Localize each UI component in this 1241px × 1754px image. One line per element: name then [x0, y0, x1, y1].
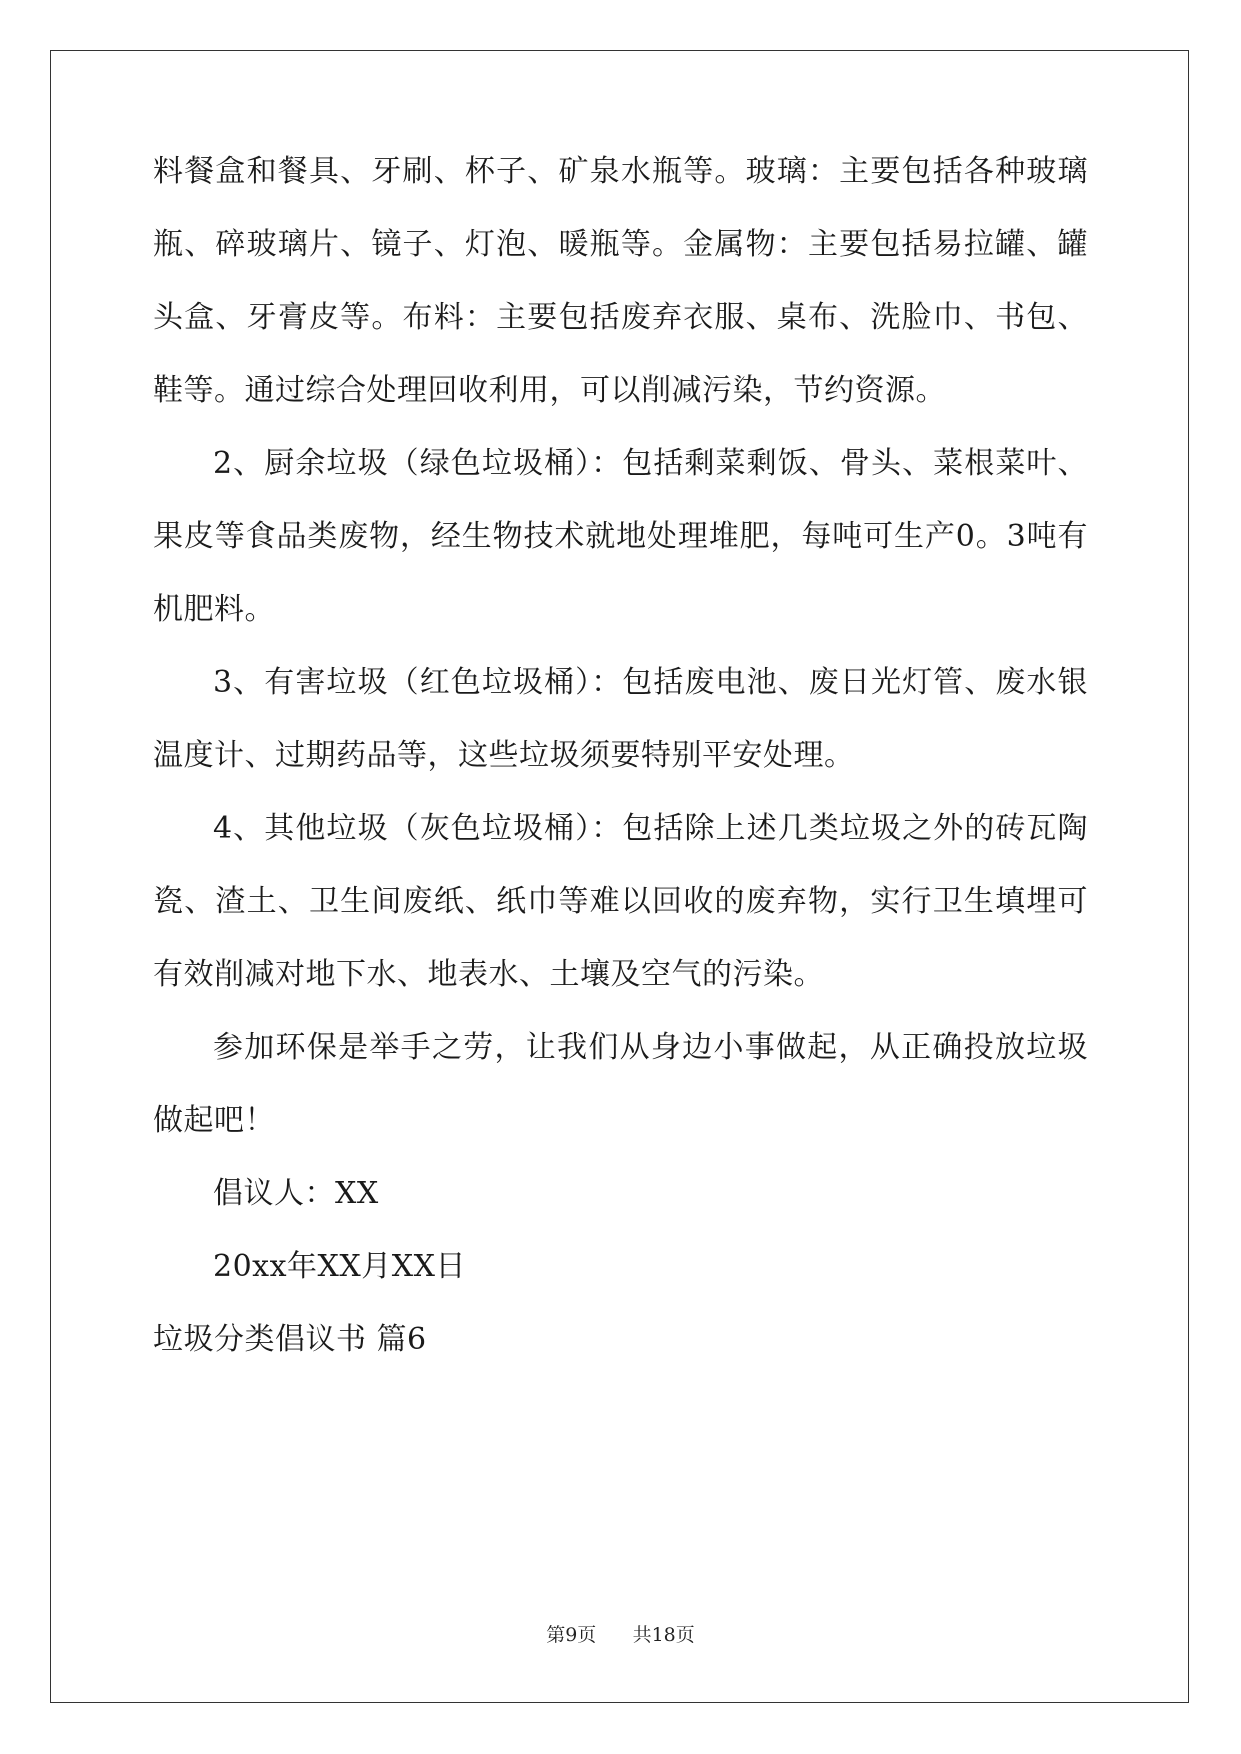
body-line-1: 料餐盒和餐具、牙刷、杯子、矿泉水瓶等。玻璃：主要包括各种玻璃	[153, 154, 1088, 189]
page-total: 共18页	[632, 1624, 695, 1646]
closing-line-2: 做起吧！	[153, 1103, 275, 1138]
kitchen-waste-line-2: 果皮等食品类废物，经生物技术就地处理堆肥，每吨可生产0。3吨有	[153, 519, 1088, 554]
closing-line-1: 参加环保是举手之劳，让我们从身边小事做起，从正确投放垃圾	[213, 1030, 1088, 1065]
page-number: 第9页	[546, 1624, 597, 1646]
body-line-3: 头盒、牙膏皮等。布料：主要包括废弃衣服、桌布、洗脸巾、书包、	[153, 300, 1088, 335]
date-line: 20xx年XX月XX日	[213, 1249, 466, 1284]
other-waste-line-2: 瓷、渣土、卫生间废纸、纸巾等难以回收的废弃物，实行卫生填埋可	[153, 884, 1088, 919]
page-footer	[0, 1622, 1241, 1648]
hazardous-waste-line-2: 温度计、过期药品等，这些垃圾须要特别平安处理。	[153, 738, 855, 773]
other-waste-line-3: 有效削减对地下水、地表水、土壤及空气的污染。	[153, 957, 824, 992]
hazardous-waste-line-1: 3、有害垃圾（红色垃圾桶）：包括废电池、废日光灯管、废水银	[213, 665, 1088, 700]
other-waste-line-1: 4、其他垃圾（灰色垃圾桶）：包括除上述几类垃圾之外的砖瓦陶	[213, 811, 1088, 846]
section-heading: 垃圾分类倡议书 篇6	[153, 1322, 427, 1357]
kitchen-waste-line-1: 2、厨余垃圾（绿色垃圾桶）：包括剩菜剩饭、骨头、菜根菜叶、	[213, 446, 1088, 481]
body-line-4: 鞋等。通过综合处理回收利用，可以削减污染，节约资源。	[153, 373, 946, 408]
body-line-2: 瓶、碎玻璃片、镜子、灯泡、暖瓶等。金属物：主要包括易拉罐、罐	[153, 227, 1088, 262]
kitchen-waste-line-3: 机肥料。	[153, 592, 275, 627]
proposer-line: 倡议人：XX	[213, 1176, 379, 1211]
